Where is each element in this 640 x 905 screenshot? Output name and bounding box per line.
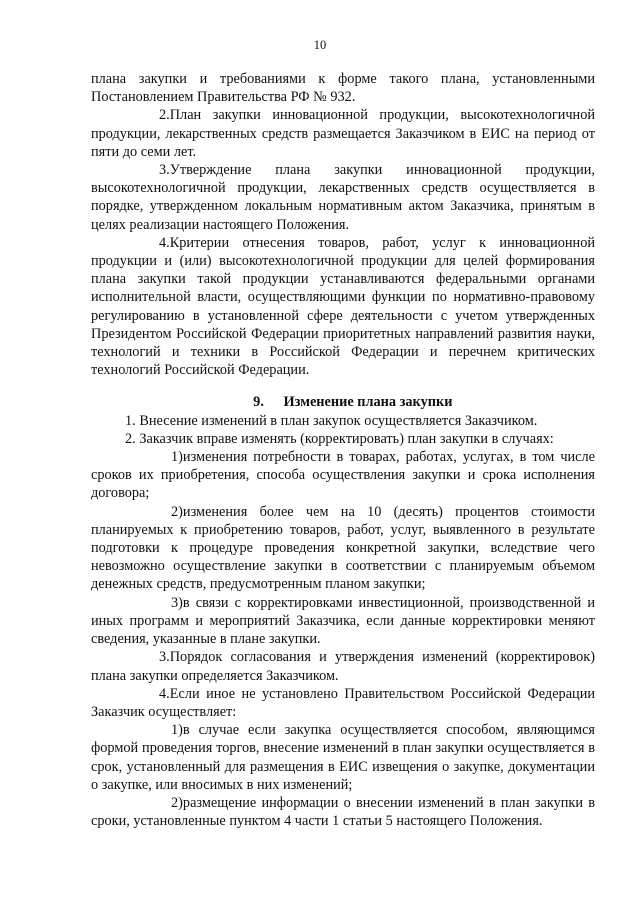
subitem-4-2: 2)размещение информации о внесении изменений в план закупки в сроки, установленные пунктом 4 части 1 статьи 5 настоящего Положения. [91,794,595,830]
section-item-2: 2. Заказчик вправе изменять (корректировать) план закупки в случаях: [125,430,554,447]
section-item-3: 3.Порядок согласования и утверждения изменений (корректировок) плана закупки определяется Заказчиком. [91,649,595,684]
section-item-4: 4.Если иное не установлено Правительством Российской Федерации Заказчик осуществляет: [91,685,595,720]
paragraph-item-2: 2.План закупки инновационной продукции, высокотехнологичной продукции, лекарственных средств размещается Заказчиком в ЕИС на период от пяти до семи лет. [91,107,595,160]
subitem-2-3: 3)в связи с корректировками инвестиционной, производственной и иных программ и мероприятий Заказчика, если данные корректировки меняют сведения, указанные в плане закупки. [91,594,595,648]
section-title: Изменение плана закупки [283,394,453,411]
paragraph-item-3: 3.Утверждение плана закупки инновационной продукции, высокотехнологичной продукции, лекарственных средств осуществляется в порядке, утвержденном локальным нормативным актом Заказчика, принятым в целях реализации настоящего Положения. [91,162,595,233]
section-number: 9. [253,394,264,411]
section-heading [91,393,595,411]
section-item-1: 1. Внесение изменений в план закупок осуществляется Заказчиком. [125,412,538,429]
subitem-2-2: 2)изменения более чем на 10 (десять) процентов стоимости планируемых к приобретению товаров, работ, услуг, выявленного в результате подготовки к процедуре проведения конкретной закупки, вследствие чего невозможно осуществление закупки в соответствии с планируемым объемом денежных средств, предусмотренным планом закупки; [91,503,595,593]
paragraph-item-4: 4.Критерии отнесения товаров, работ, услуг к инновационной продукции и (или) высокотехнологичной продукции для целей формирования плана закупки такой продукции устанавливаются федеральными органами исполнительной власти, осуществляющими функции по нормативно-правовому регулированию в установленной сфере деятельности с учетом утвержденных Президентом Российской Федерации приоритетных направлений развития науки, технологий и техники в Российской Федерации и перечнем критических технологий Российской Федерации. [91,234,595,379]
paragraph-continuation: плана закупки и требованиями к форме такого плана, установленными Постановлением Правительства РФ № 932. [91,71,595,106]
subitem-2-1: 1)изменения потребности в товарах, работах, услугах, в том числе сроков их приобретения, способа осуществления закупки и срока исполнения договора; [91,449,595,502]
page-number: 10 [313,38,327,52]
subitem-4-1: 1)в случае если закупка осуществляется способом, являющимся формой проведения торгов, внесение изменений в план закупки осуществляется в срок, установленный для размещения в ЕИС извещения о закупке, документации о закупке, или вносимых в них изменений; [91,722,595,793]
document-body [91,70,595,830]
